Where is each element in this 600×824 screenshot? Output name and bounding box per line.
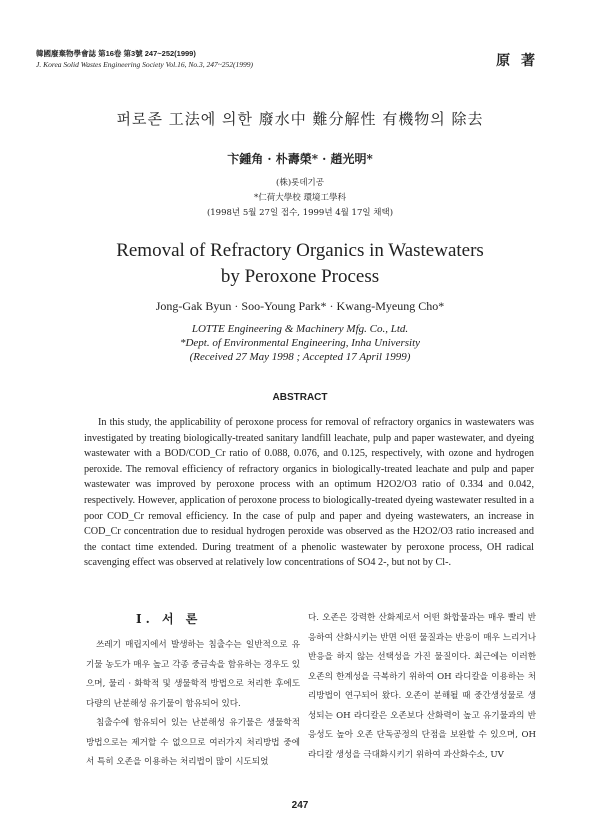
received-date-en: (Received 27 May 1998 ; Accepted 17 April 1999) <box>189 351 411 363</box>
right-column <box>308 609 536 765</box>
article-type: 原 著 <box>496 53 538 69</box>
affiliation-english <box>0 322 600 364</box>
journal-title-kr: 韓國廢棄物學會誌 第16卷 第3號 247~252(1999) <box>36 49 196 58</box>
affiliation-en-line: LOTTE Engineering & Machinery Mfg. Co., Ltd. <box>191 323 409 335</box>
abstract-text: In this study, the applicability of peroxone process for removal of refractory organics in wastewaters was investigated by treating biologically-treated sanitary landfill leachate, pulp and paper wastewater, and dyeing wastewater with a BOD/COD_Cr ratio of 0.088, 0.076, and 0.125, respectively, with ozone and hydrogen peroxide. The removal efficiency of refractory organics in biologically-treated leachate and pulp and paper wastewater was improved by peroxone process with an optimum H2O2/O3 ratio of 0.334 and 0.042, respectively. However, application of peroxone process to biologically-treated dyeing wastewater resulted in a poor COD_Cr removal efficiency. In the case of pulp and paper and dyeing wastewaters, an increase in COD_Cr concentration due to residual hydrogen peroxide was observed as the H2O2/O3 ratio increased and the contact time extended. During treatment of a phenolic wastewater by peroxone process, OH radical scavenging effect was observed at relatively low concentrations of SO4 2-, but not by Cl-. <box>84 417 534 569</box>
affiliation-kr-line: *仁荷大學校 環境工學科 <box>254 193 346 203</box>
journal-title-en: J. Korea Solid Wastes Engineering Society Vol.16, No.3, 247~252(1999) <box>36 60 254 69</box>
paragraph: 다. 오존은 강력한 산화제로서 어떤 화합물과는 매우 빨리 반응하여 산화시키는 반면 어떤 물질과는 반응이 매우 느리거나 반응을 하지 않는 선택성을 가진 물질이다. 최근에는 이러한 오존의 한계성을 극복하기 위하여 OH 라디칼을 이용하는 처리방법이 연구되어 왔다. 오존이 분해될 때 중간생성물로 생성되는 OH 라디칼은 오존보다 산화력이 높고 유기물과의 반응성도 높아 오존 단독공정의 단점을 보완할 수 있으며, OH 라디칼 생성을 극대화시키기 위하여 과산화수소, UV <box>308 613 536 760</box>
affiliation-en-line: *Dept. of Environmental Engineering, Inha University <box>179 337 421 349</box>
title-en-line: by Peroxone Process <box>220 266 380 287</box>
authors-english: Jong-Gak Byun · Soo-Young Park* · Kwang-Myeung Cho* <box>155 299 445 313</box>
title-en-line: Removal of Refractory Organics in Wastewaters <box>116 240 484 261</box>
abstract-body <box>84 415 534 571</box>
paragraph: 쓰레기 매립지에서 발생하는 침출수는 일반적으로 유기물 농도가 매우 높고 각종 중금속을 함유하는 경우도 있으며, 물리 · 화학적 및 생물학적 방법으로 처리한 후에도 다량의 난분해성 유기물이 함유되어 있다. <box>86 640 300 709</box>
page-number: 247 <box>291 800 309 811</box>
received-date-kr: (1998년 5월 27일 접수, 1999년 4월 17일 채택) <box>206 208 394 218</box>
title-english <box>0 238 600 290</box>
title-korean: 퍼로존 工法에 의한 廢水中 難分解性 有機物의 除去 <box>116 110 484 128</box>
affiliation-korean <box>0 176 600 221</box>
affiliation-kr-line: (株)롯데기공 <box>276 178 324 188</box>
section-heading: I. 서 론 <box>136 612 202 626</box>
left-column <box>86 636 300 773</box>
journal-header <box>36 48 253 70</box>
paragraph: 침출수에 함유되어 있는 난분해성 유기물은 생물학적 방법으로는 제거할 수 없으므로 여러가지 처리방법 중에서 특히 오존을 이용하는 처리법이 많이 시도되었 <box>86 718 300 767</box>
authors-korean: 卞鍾角 · 朴壽榮* · 趙光明* <box>227 152 373 166</box>
abstract-heading: ABSTRACT <box>272 392 328 403</box>
